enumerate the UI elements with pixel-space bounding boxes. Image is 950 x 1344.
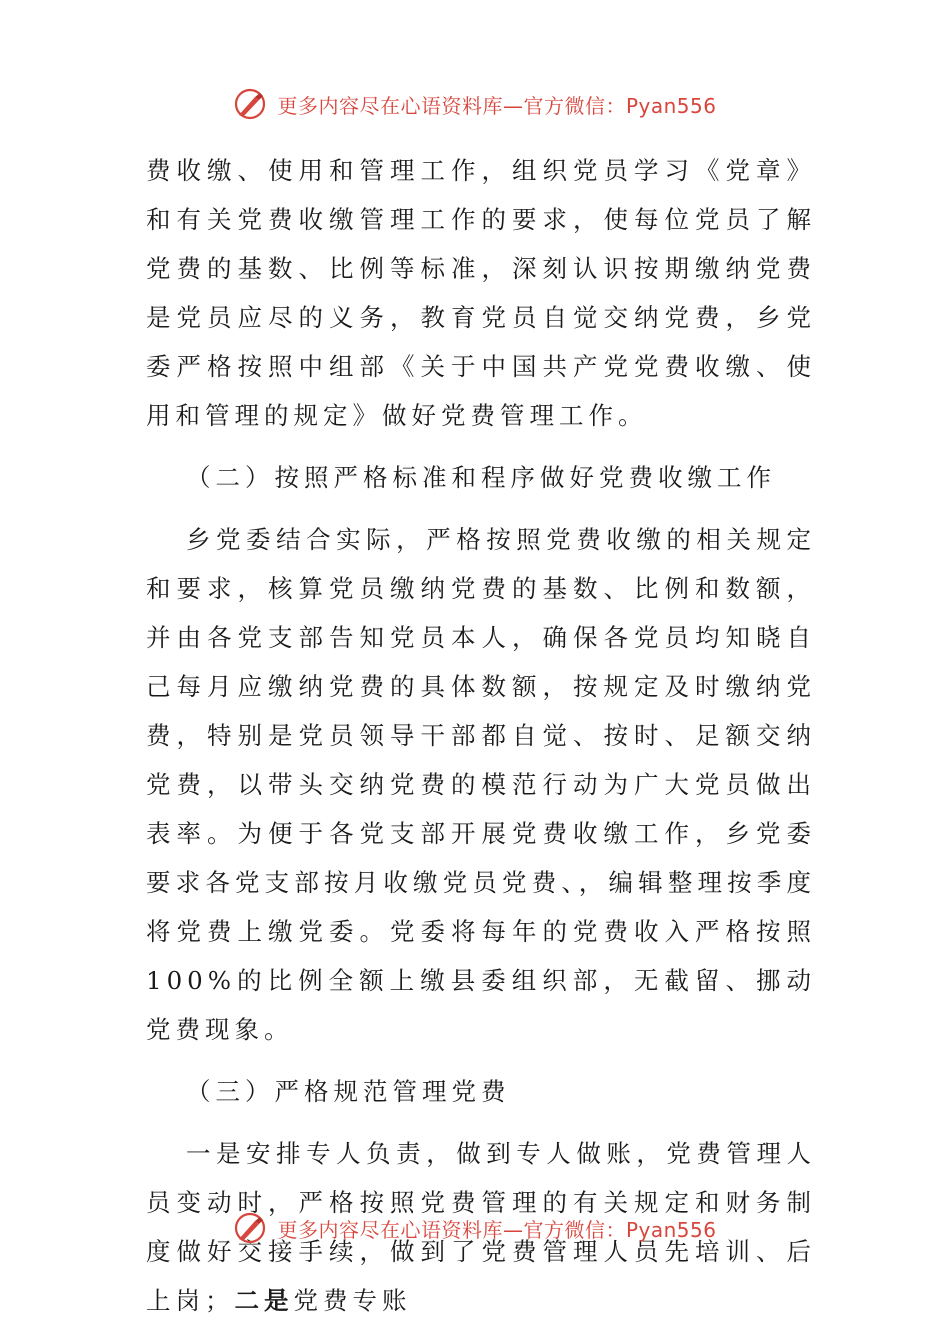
header-watermark-banner [0,84,950,124]
pen-nib-logo-icon [233,87,267,121]
paragraph-3-start: 一是安排专人负责，做到专人做账，党费管理人员变动时，严格按照党费管理的有关规定和财务制度做好交接手续，做到了党费管理人员先培训、后上岗； [146,1139,816,1315]
watermark-text: 更多内容尽在心语资料库—官方微信：Pyan556 [277,1217,717,1242]
paragraph-3-end: 党费专账 [293,1286,412,1315]
paragraph-3-bold: 二是 [234,1286,294,1315]
section-heading-2: （二）按照严格标准和程序做好党费收缴工作 [186,463,776,492]
pen-nib-logo-icon [233,1211,267,1245]
paragraph-1: 费收缴、使用和管理工作，组织党员学习《党章》和有关党费收缴管理工作的要求，使每位党员了解党费的基数、比例等标准，深刻认识按期缴纳党费是党员应尽的义务，教育党员自觉交纳党费，乡党委严格按照中组部《关于中国共产党党费收缴、使用和管理的规定》做好党费管理工作。 [146,156,816,430]
watermark-text: 更多内容尽在心语资料库—官方微信：Pyan556 [277,93,717,118]
paragraph-2: 乡党委结合实际，严格按照党费收缴的相关规定和要求，核算党员缴纳党费的基数、比例和数额，并由各党支部告知党员本人，确保各党员均知晓自己每月应缴纳党费的具体数额，按规定及时缴纳党费，特别是党员领导干部都自觉、按时、足额交纳党费，以带头交纳党费的模范行动为广大党员做出表率。为便于各党支部开展党费收缴工作，乡党委要求各党支部按月收缴党员党费、，编辑整理按季度将党费上缴党委。党委将每年的党费收入严格按照100%的比例全额上缴县委组织部，无截留、挪动党费现象。 [146,525,816,1044]
document-body [146,146,816,1325]
section-heading-3: （三）严格规范管理党费 [186,1077,511,1106]
footer-watermark-banner [0,1208,950,1248]
